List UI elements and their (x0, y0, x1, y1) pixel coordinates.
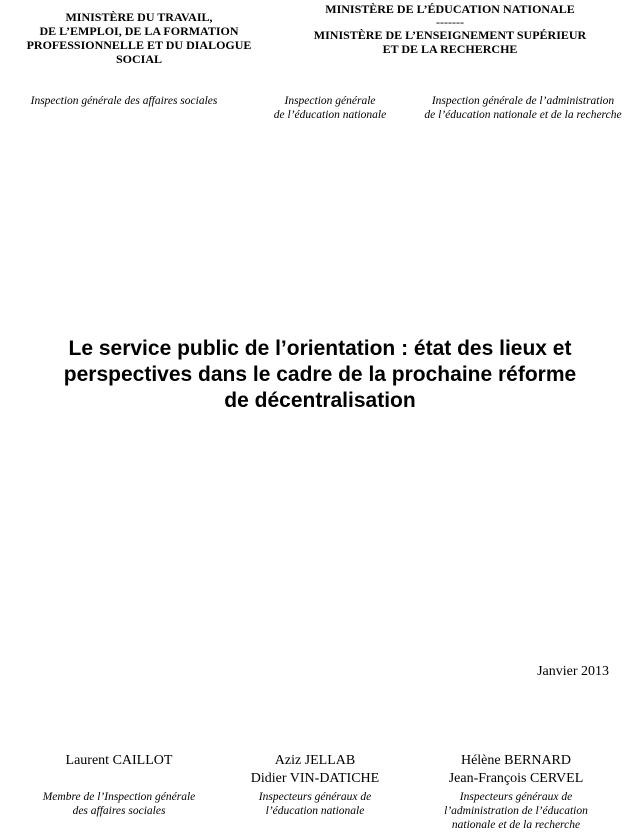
author-name: Jean-François CERVEL (448, 771, 584, 786)
left-ministry-line: PROFESSIONNELLE ET DU DIALOGUE (26, 38, 252, 52)
right-ministry-line: MINISTÈRE DE L’ÉDUCATION NATIONALE (325, 2, 575, 16)
left-ministry-header (14, 10, 264, 66)
inspection-line: Inspection générale de l’administration (431, 95, 615, 107)
left-ministry-line: DE L’EMPLOI, DE LA FORMATION (39, 24, 239, 38)
right-ministry-line: ET DE LA RECHERCHE (382, 42, 518, 56)
left-ministry-line: MINISTÈRE DU TRAVAIL, (65, 10, 213, 24)
author-name: Laurent CAILLOT (65, 753, 173, 768)
title-line: de décentralisation (224, 389, 416, 412)
right-ministry-separator: ------- (436, 15, 464, 29)
author-role-line: Inspecteurs généraux de (459, 791, 573, 803)
left-ministry-line: SOCIAL (115, 52, 162, 66)
inspection-igas (14, 94, 234, 108)
author-role-line: nationale et de la recherche (451, 819, 581, 831)
author-name: Hélène BERNARD (460, 753, 572, 768)
inspection-line: Inspection générale des affaires sociales (30, 95, 218, 107)
right-ministry-line: MINISTÈRE DE L’ENSEIGNEMENT SUPÉRIEUR (313, 28, 587, 42)
author-role-line: l’administration de l’éducation (444, 805, 588, 817)
document-title (20, 336, 620, 414)
inspection-line: de l’éducation nationale (273, 109, 387, 121)
author-role-line: l’éducation nationale (265, 805, 365, 817)
title-line: perspectives dans le cadre de la prochaine réforme (63, 363, 577, 386)
right-ministry-header (290, 2, 610, 56)
author-role-line: Membre de l’Inspection générale (42, 791, 196, 803)
author-role (418, 790, 614, 832)
author-block-igaenr (418, 752, 614, 832)
title-line: Le service public de l’orientation : état des lieux et (68, 337, 572, 360)
author-block-igen (225, 752, 405, 818)
report-date: Janvier 2013 (537, 664, 609, 679)
author-role (14, 790, 224, 818)
author-name: Didier VIN-DATICHE (250, 771, 380, 786)
author-role (225, 790, 405, 818)
inspection-line: de l’éducation nationale et de la recherche (424, 109, 622, 121)
inspection-igaenr (412, 94, 634, 122)
inspection-line: Inspection générale (284, 95, 376, 107)
author-role-line: Inspecteurs généraux de (258, 791, 372, 803)
author-name: Aziz JELLAB (274, 753, 356, 768)
author-block-igas (14, 752, 224, 818)
author-role-line: des affaires sociales (72, 805, 166, 817)
inspection-igen (250, 94, 410, 122)
